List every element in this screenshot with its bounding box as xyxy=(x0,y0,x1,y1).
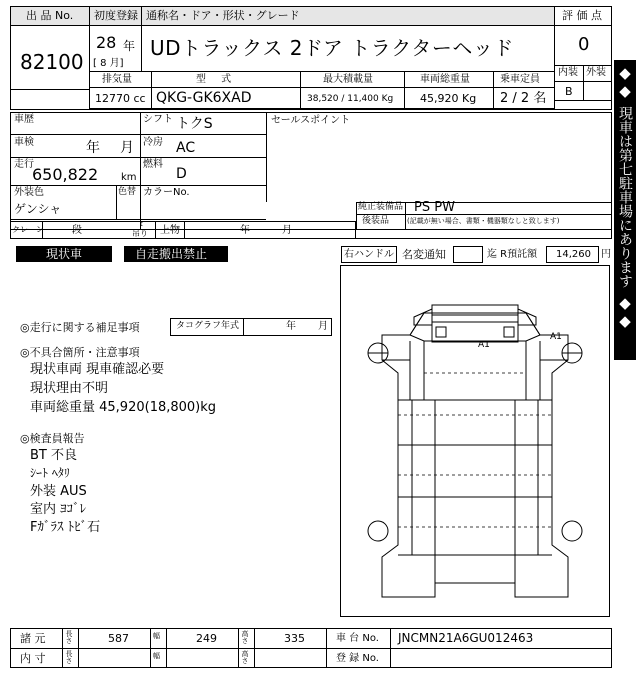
inner-dims-label: 内 寸 xyxy=(20,652,46,665)
defect-line-3: 車両総重量 45,920(18,800)kg xyxy=(30,400,217,415)
footer-div-3 xyxy=(150,628,151,668)
equip-div xyxy=(405,202,406,229)
gross-weight-label: 車両総重量 xyxy=(420,74,470,85)
color-div xyxy=(116,185,117,219)
name-change-cell xyxy=(453,246,483,263)
tacho-year-unit: 年 xyxy=(286,321,296,332)
length-value: 587 xyxy=(108,632,129,645)
inspector-line-2: ｼｰﾄ ﾍﾀﾘ xyxy=(30,466,70,480)
driving-remarks-title: ◎走行に関する補足事項 xyxy=(20,321,140,334)
chassis-value: JNCMN21A6GU012463 xyxy=(398,631,534,645)
reg-no-label: 登 録 No. xyxy=(336,653,379,664)
shift-label: シフト xyxy=(143,114,173,125)
banner-top-marks: ◆◆ xyxy=(616,64,634,100)
equip-left xyxy=(356,202,357,229)
defect-line-1: 現状車両 現車確認必要 xyxy=(30,362,165,377)
ext-color-value: ゲンシャ xyxy=(14,202,62,216)
ac-label: 冷房 xyxy=(143,137,163,148)
as-is-label: 現状車 xyxy=(46,247,83,261)
mirror-r xyxy=(504,327,514,337)
details-row-2 xyxy=(10,157,266,158)
lot-no-label: 出 品 No. xyxy=(26,9,74,22)
details-div-a xyxy=(140,112,141,229)
inspector-line-3: 外装 AUS xyxy=(30,484,87,499)
displacement-value: 12770 cc xyxy=(95,92,146,105)
aftermarket-label: 後装品 xyxy=(362,216,390,226)
height-label: 高さ xyxy=(241,630,249,644)
tacho-label: タコグラフ年式 xyxy=(176,321,240,331)
fuel-value: D xyxy=(176,166,187,182)
height-value: 335 xyxy=(284,632,305,645)
defects-title: ◎不具合箇所・注意事項 xyxy=(20,346,140,359)
inner-height-label: 高さ xyxy=(241,650,249,664)
gross-weight-value: 45,920 Kg xyxy=(420,92,477,105)
tacho-div xyxy=(243,318,244,336)
cab-right xyxy=(540,360,568,400)
equip-mid xyxy=(356,214,612,215)
inspector-line-1: BT 不良 xyxy=(30,448,77,463)
first-reg-year: 28 xyxy=(96,33,117,52)
grade-label: 評 価 点 xyxy=(562,9,602,22)
inner-length-label: 長さ xyxy=(65,650,73,664)
model-value: QKG-GK6XAD xyxy=(156,90,252,106)
specs-div-1 xyxy=(151,71,152,109)
history-label: 車歴 xyxy=(14,114,34,125)
vehicle-name: UDトラックス 2ドア トラクターヘッド xyxy=(150,36,514,60)
inspection-month-unit: 月 xyxy=(120,140,134,156)
inspector-line-4: 室内 ﾖｺﾞﾚ xyxy=(30,502,87,517)
color-change-label: 色替 xyxy=(118,187,137,197)
details-row-1 xyxy=(10,134,266,135)
mileage-unit: km xyxy=(121,172,137,183)
details-row-4 xyxy=(10,219,266,220)
cab-body xyxy=(410,341,540,400)
tacho-month-unit: 月 xyxy=(318,321,328,332)
chassis-label: 車 台 No. xyxy=(336,633,379,644)
lot-number: 82100 xyxy=(20,50,84,74)
specs-div-4 xyxy=(493,71,494,109)
max-load-label: 最大積載量 xyxy=(323,74,373,85)
shift-value: トクS xyxy=(176,116,213,132)
grade-value: 0 xyxy=(578,34,590,55)
footer-div-5 xyxy=(238,628,239,668)
defect-line-2: 現状理由不明 xyxy=(30,381,109,396)
wheel-rr xyxy=(562,521,582,541)
capacity-value: 2 / 2 名 xyxy=(500,91,547,106)
loaded-month-unit: 月 xyxy=(282,225,292,236)
specs-div-2 xyxy=(300,71,301,109)
interior-label: 内装 xyxy=(558,67,578,78)
mileage-label: 走行 xyxy=(14,159,34,170)
inspector-title: ◎検査員報告 xyxy=(20,432,85,445)
loaded-label: 上物 xyxy=(160,225,180,236)
max-load-value: 38,520 / 11,400 Kg xyxy=(307,94,394,104)
loaded-year-unit: 年 xyxy=(240,225,250,236)
windshield xyxy=(410,313,540,341)
cab-left xyxy=(382,360,410,400)
first-reg-month: [ 8 月] xyxy=(93,58,124,69)
damage-mark-2: A1 xyxy=(550,332,562,342)
width-value: 249 xyxy=(196,632,217,645)
fuel-label: 燃料 xyxy=(143,159,163,170)
footer-div-6 xyxy=(254,628,255,668)
no-self-drive-label: 自走搬出禁止 xyxy=(135,247,208,261)
exterior-label: 外装 xyxy=(586,67,606,78)
footer-div-7 xyxy=(326,628,327,668)
banner-text: 現車は第七駐車場にあります xyxy=(617,106,633,288)
ext-color-label: 外装色 xyxy=(14,187,44,198)
specs-div-3 xyxy=(404,71,405,109)
crane-t: t xyxy=(140,220,143,228)
details-div-b xyxy=(266,112,267,202)
footer-div-1 xyxy=(62,628,63,668)
recycle-fee: 14,260 xyxy=(556,249,591,260)
capacity-label: 乗車定員 xyxy=(500,74,540,85)
interior-grade: B xyxy=(565,85,573,98)
exterior-grade-cell xyxy=(583,81,612,101)
inspection-year-unit: 年 xyxy=(86,140,100,156)
crane-row xyxy=(10,221,356,239)
crane-div-2 xyxy=(155,221,156,239)
width-label: 幅 xyxy=(153,632,160,640)
displacement-label: 排気量 xyxy=(102,74,132,85)
first-reg-label: 初度登録 xyxy=(94,9,138,22)
cab-top xyxy=(432,322,518,342)
color-no-label: カラーNo. xyxy=(143,187,190,198)
truck-diagram xyxy=(340,265,610,617)
length-label: 長さ xyxy=(65,630,73,644)
bumper-right xyxy=(518,309,536,325)
crane-unit: 段 xyxy=(72,225,82,236)
crane-div-3 xyxy=(184,221,185,239)
model-label: 型 式 xyxy=(196,74,238,85)
first-reg-year-unit: 年 xyxy=(123,39,136,53)
inspector-line-5: Fｶﾞﾗｽ ﾄﾋﾞ石 xyxy=(30,520,101,535)
bumper-left xyxy=(414,309,432,325)
footer-div-8 xyxy=(390,628,391,668)
steering-value: 右ハンドル xyxy=(344,249,394,260)
name-label: 通称名・ドア・形状・グレード xyxy=(146,9,300,22)
sales-point-label: セールスポイント xyxy=(271,115,351,126)
name-change-label: 名変通知 xyxy=(402,248,446,261)
mileage-value: 650,822 xyxy=(32,165,99,184)
equipment-value: PS PW xyxy=(414,200,455,215)
details-row-3 xyxy=(10,185,266,186)
footer-div-4 xyxy=(166,628,167,668)
aftermarket-note: (記載が無い場合、書類・機器類なしと致します) xyxy=(407,217,560,225)
inspection-label: 車検 xyxy=(14,137,34,148)
footer-div-2 xyxy=(78,628,79,668)
specs-label-row xyxy=(89,71,555,88)
equipment-label: 純正装備品 xyxy=(358,202,404,212)
banner-bottom-marks: ◆◆ xyxy=(616,294,634,330)
wheel-rl xyxy=(368,521,388,541)
mirror-l xyxy=(436,327,446,337)
dims-label: 諸 元 xyxy=(20,632,46,645)
location-banner xyxy=(614,60,636,360)
crane-label: クレーン xyxy=(12,225,44,234)
damage-mark-1: A1 xyxy=(478,340,490,350)
footer-mid xyxy=(10,648,612,649)
inner-width-label: 幅 xyxy=(153,652,160,660)
recycle-label: 迄 R預託額 xyxy=(487,249,538,260)
recycle-yen-unit: 円 xyxy=(601,249,611,260)
crane-hang: 吊り xyxy=(132,229,148,238)
ac-value: AC xyxy=(176,140,196,156)
